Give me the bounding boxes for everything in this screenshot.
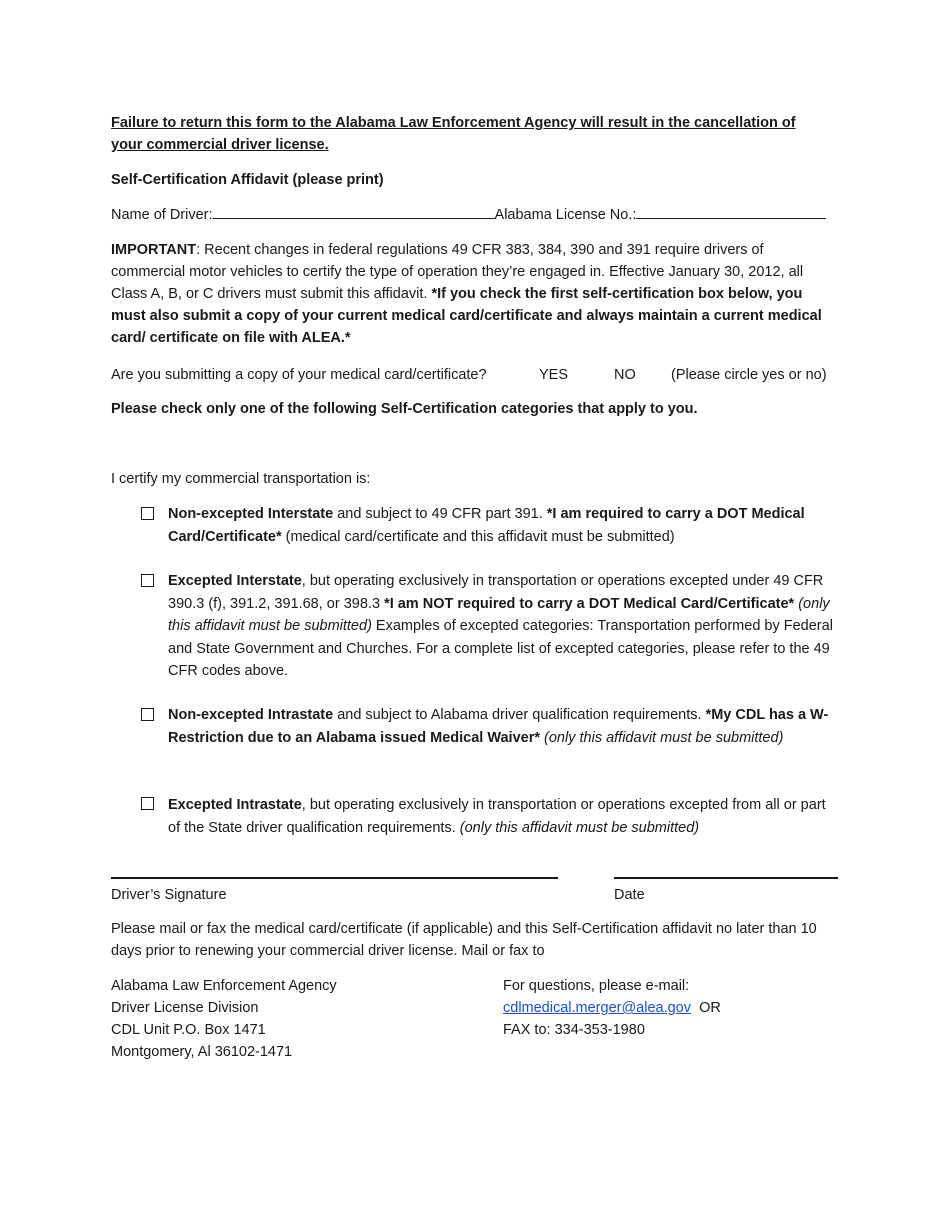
email-link[interactable]: cdlmedical.merger@alea.gov — [503, 1000, 691, 1016]
option-title: Non-excepted Interstate — [168, 506, 334, 522]
important-paragraph — [111, 239, 831, 349]
medical-question: Are you submitting a copy of your medical card/certificate? — [111, 367, 487, 383]
circle-note: (Please circle yes or no) — [671, 367, 827, 383]
option-text: , but operating exclusively in transportation or operations excepted under 49 CFR 390.3 (f), 391.2, 391.68, or 398.3 — [168, 573, 824, 612]
important-text: : Recent changes in federal regulations 49 CFR 383, 384, 390 and 391 require drivers of commercial motor vehicles to certify the type of operation they’re engaged in. Effective January 30, 2012, all Class A, B, or C drivers must submit this affidavit. — [111, 242, 804, 302]
important-lead: IMPORTANT — [111, 242, 197, 258]
option-excepted-intrastate — [168, 794, 838, 839]
warning-line-2: your commercial driver license. — [111, 137, 329, 153]
no-option[interactable]: NO — [614, 367, 636, 383]
option-title: Non-excepted Intrastate — [168, 707, 334, 723]
option-italic: (only this affidavit must be submitted) — [540, 729, 784, 746]
warning-line-1: Failure to return this form to the Alabama Law Enforcement Agency will result in the cancellation of — [111, 115, 796, 131]
contact-line-1: For questions, please e-mail: — [503, 978, 690, 994]
signature-label: Driver’s Signature — [111, 887, 227, 903]
option-non-excepted-interstate — [168, 503, 838, 548]
mailing-address — [111, 975, 337, 1063]
option-text: and subject to Alabama driver qualification requirements. — [333, 707, 706, 723]
contact-info — [503, 975, 721, 1041]
checkbox-excepted-interstate[interactable] — [141, 574, 154, 587]
option-italic: (only this affidavit must be submitted) — [459, 819, 700, 836]
name-field[interactable] — [213, 203, 495, 219]
license-label: Alabama License No.: — [494, 207, 637, 223]
option-italic: (only this affidavit must be submitted) — [168, 595, 830, 634]
option-bold: *I am NOT required to carry a DOT Medical Card/Certificate* — [384, 595, 795, 612]
address-line-4: Montgomery, Al 36102-1471 — [111, 1044, 293, 1060]
signature-line[interactable] — [111, 877, 558, 879]
option-title: Excepted Interstate — [168, 573, 302, 589]
certify-intro: I certify my commercial transportation is: — [111, 471, 371, 487]
date-label: Date — [614, 887, 645, 903]
option-tail: (medical card/certificate and this affidavit must be submitted) — [281, 528, 675, 545]
option-text: , but operating exclusively in transportation or operations excepted from all or part of the State driver qualification requirements. — [168, 797, 826, 836]
mail-instructions: Please mail or fax the medical card/certificate (if applicable) and this Self-Certification affidavit no later than 10 days prior to renewing your commercial driver license. Mail or fax to — [111, 921, 817, 959]
or-text: OR — [699, 1000, 721, 1016]
option-excepted-interstate — [168, 570, 838, 683]
driver-fields-row — [111, 203, 851, 226]
warning-text — [111, 112, 841, 156]
date-line[interactable] — [614, 877, 838, 879]
address-line-2: Driver License Division — [111, 1000, 259, 1016]
instruction-text: Please check only one of the following Self-Certification categories that apply to you. — [111, 401, 698, 417]
option-text: and subject to 49 CFR part 391. — [333, 506, 547, 522]
license-field[interactable] — [636, 203, 826, 219]
name-label: Name of Driver: — [111, 207, 213, 223]
form-title: Self-Certification Affidavit (please print) — [111, 172, 384, 188]
option-bold: *I am required to carry a DOT Medical Card/Certificate* — [168, 506, 805, 545]
option-tail: Examples of excepted categories: Transportation performed by Federal and State Government and Churches. For a complete list of excepted categories, please refer to the 49 CFR codes above. — [168, 618, 833, 679]
address-line-1: Alabama Law Enforcement Agency — [111, 978, 337, 994]
checkbox-excepted-intrastate[interactable] — [141, 797, 154, 810]
yes-option[interactable]: YES — [539, 367, 569, 383]
address-line-3: CDL Unit P.O. Box 1471 — [111, 1022, 266, 1038]
fax-line: FAX to: 334-353-1980 — [503, 1022, 645, 1038]
checkbox-non-excepted-intrastate[interactable] — [141, 708, 154, 721]
option-title: Excepted Intrastate — [168, 797, 302, 813]
important-bold-text: *If you check the first self-certification box below, you must also submit a copy of your current medical card/certificate and always maintain a current medical card/ certificate on file with ALEA.* — [111, 286, 822, 346]
option-non-excepted-intrastate — [168, 704, 838, 749]
contact-email-row — [503, 997, 721, 1019]
option-bold: *My CDL has a W-Restriction due to an Alabama issued Medical Waiver* — [168, 707, 829, 746]
checkbox-non-excepted-interstate[interactable] — [141, 507, 154, 520]
